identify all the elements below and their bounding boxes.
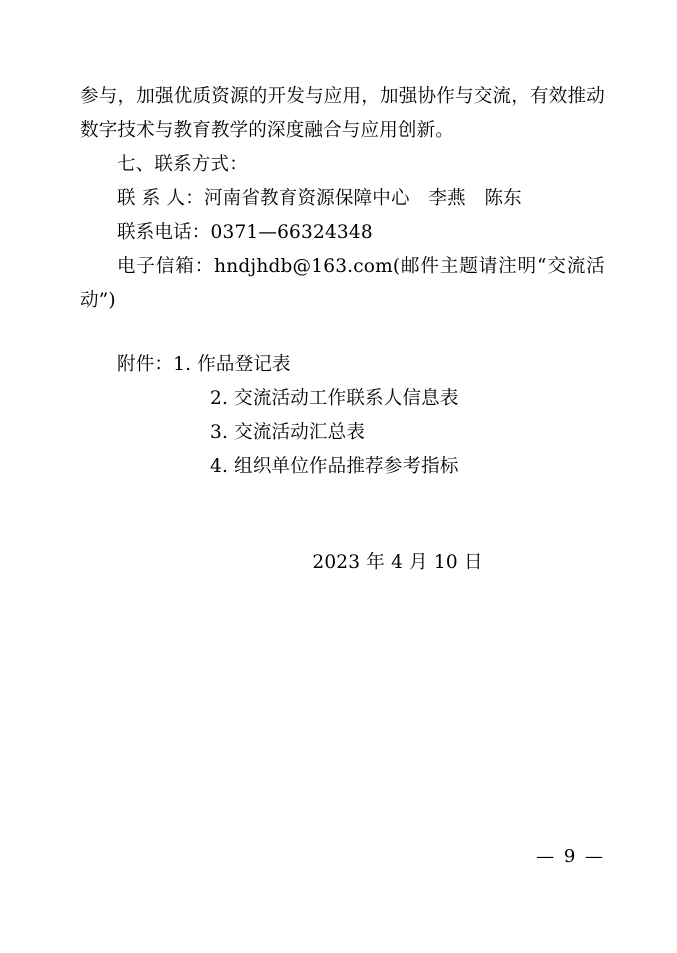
contact-person-line: 联 系 人：河南省教育资源保障中心 李燕 陈东 <box>117 188 522 209</box>
contact-email-line: 电子信箱：hndjhdb@163.com(邮件主题请注明“交流活动”) <box>80 256 605 311</box>
attachments-block <box>80 348 605 484</box>
attachment-item-4: 4. 组织单位作品推荐参考指标 <box>210 456 459 477</box>
paragraph-continuation: 参与，加强优质资源的开发与应用，加强协作与交流，有效推动数字技术与教育教学的深度融合与应用创新。 <box>80 86 605 141</box>
attachment-item-3: 3. 交流活动汇总表 <box>210 422 366 443</box>
section-heading-contact: 七、联系方式： <box>117 154 248 175</box>
page-number: — 9 — <box>536 846 605 867</box>
attachment-item-1: 附件：1. 作品登记表 <box>117 354 291 375</box>
contact-phone-line: 联系电话：0371—66324348 <box>117 222 373 243</box>
document-date: 2023 年 4 月 10 日 <box>312 552 483 573</box>
attachment-item-2: 2. 交流活动工作联系人信息表 <box>210 388 459 409</box>
document-body <box>80 80 605 580</box>
